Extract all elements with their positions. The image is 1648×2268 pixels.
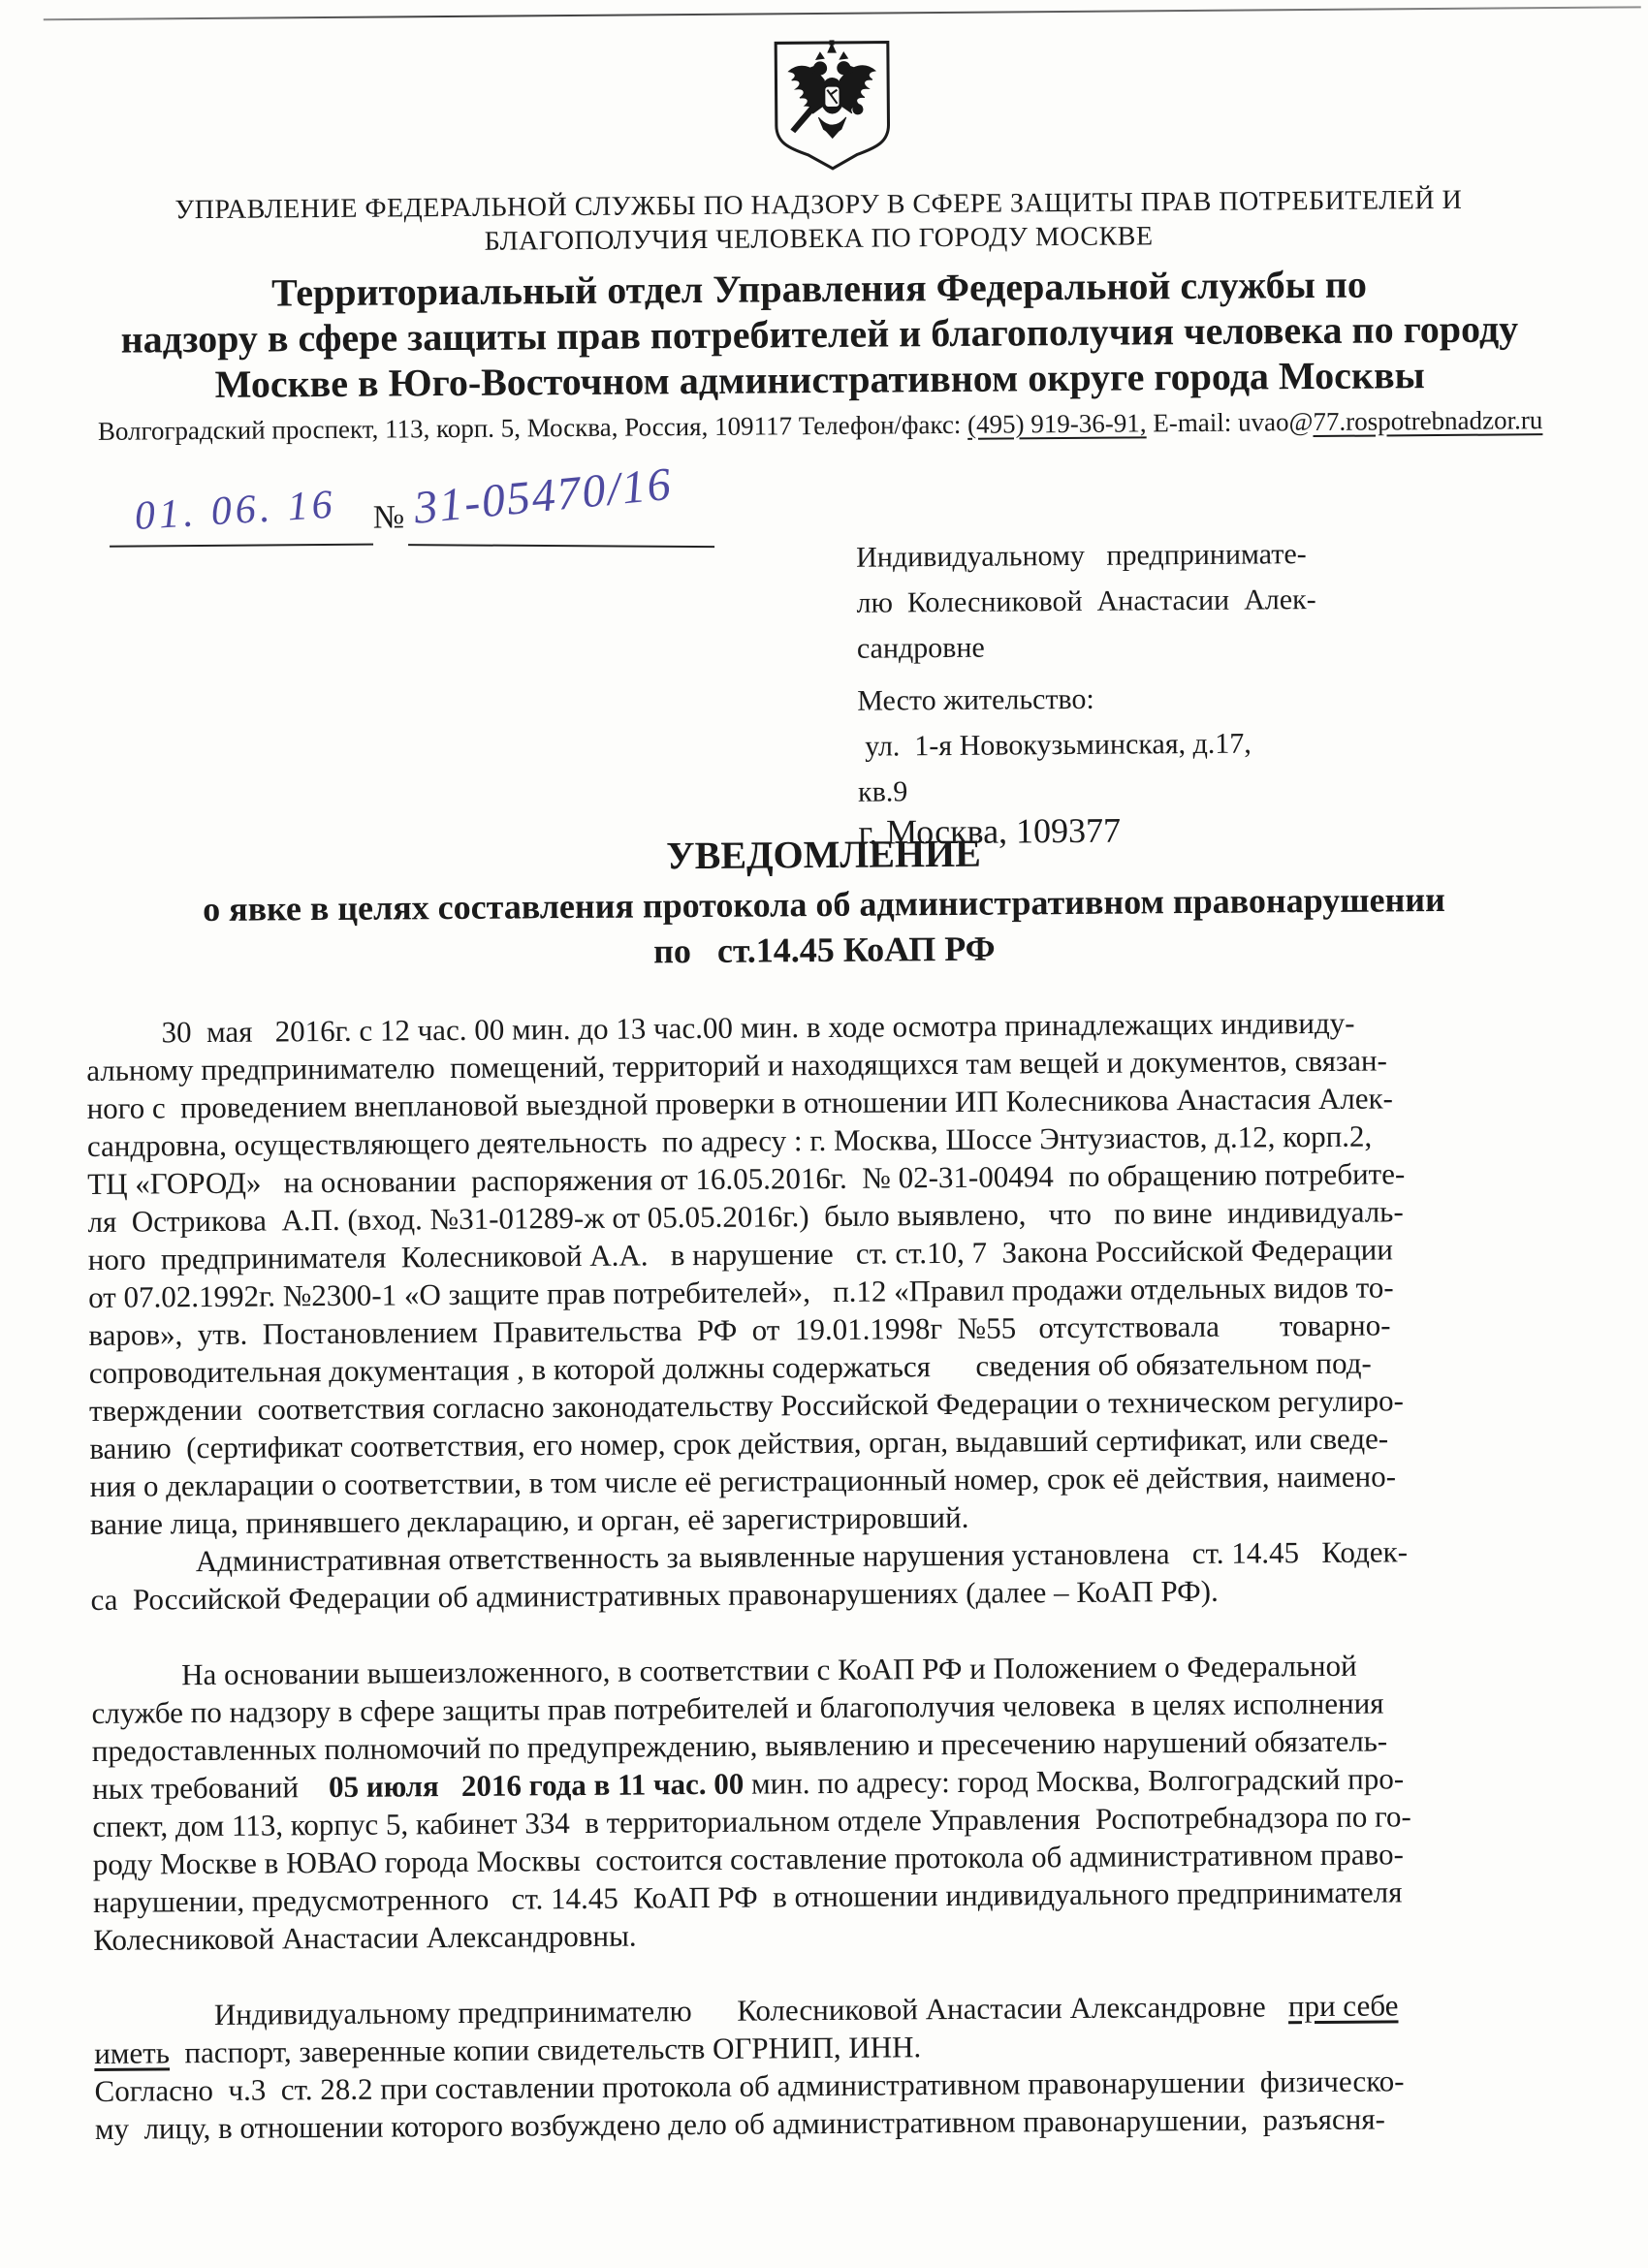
body-segment-1: 30 мая 2016г. с 12 час. 00 мин. до 13 час.00 мин. в ходе осмотра принадлежащих индивиду- альному предпринимателю помещений, территорий и находящихся там вещей и документов, связан- ного с проведением внеплановой выездной проверки в отношении ИП Колесникова Анастасия Алек- сандровна, осуществляющего деятельность по адресу : г. Москва, Шоссе Энтузиастов, д.12, корп.2, ТЦ «ГОРОД» на основании распоряжения от 16.05.2016г. № 02-31-00494 по обращению потребите- ля Острикова А.П. (вход. №31-01289-ж от 05.05.2016г.) было выявлено, что по вине индивидуаль- ного предпринимателя Колесниковой А.А. в нарушение ст. ст.10, 7 Закона Российской Федерации от 07.02.1992г. №2300-1 «О защите прав потребителей», п.12 «Правил продажи отдельных видов то- варов», утв. Постановлением Правительства РФ от 19.01.1998г №55 отсутствовала товарно- сопроводительная документация , в которой должны содержаться сведения об обязательном под- тверждении соответствия согласно законодательству Российской Федерации о техническом регулиро- ванию (сертификат соответствия, его номер, срок действия, орган, выдавший сертификат, или сведе- ния о декларации о соответствии, в том числе её регистрационный номер, срок её действия, наимено- вание лица, принявшего декларацию, и орган, её зарегистрировший. Административная ответственность за выявленные нарушения установлена ст. 14.45 Кодек- са Российской Федерации об административных правонарушениях (далее – КоАП РФ). На основании вышеизложенного, в соответствии с КоАП РФ и Положением о Федеральной службе по надзору в сфере защиты прав потребителей и благополучия человека в целях исполнения предоставленных полномочий по предупреждению, выявлению и пресечению нарушений обязатель- ных требований — [85, 1005, 1409, 1806]
underlined-phrase-pri-sebe: при себе — [1287, 1988, 1399, 2024]
email-label: E-mail: uvao@ — [1146, 407, 1314, 438]
recipient-name-block: Индивидуальному предпринимате- лю Колесниковой Анастасии Алек- сандровне — [856, 538, 1316, 665]
contact-line — [0, 404, 1644, 447]
notice-body-text — [86, 1002, 1613, 2148]
scan-artifact-line — [44, 6, 1641, 20]
numero-sign: № — [372, 499, 405, 536]
recipient-residence-block: Место жительство: ул. 1-я Новокузьминская, д.17, кв.9 — [857, 682, 1252, 808]
notice-title: УВЕДОМЛЕНИЕ — [666, 831, 981, 878]
ref-number-underline — [408, 544, 714, 548]
org-name: УПРАВЛЕНИЕ ФЕДЕРАЛЬНОЙ СЛУЖБЫ ПО НАДЗОРУ В СФЕРЕ ЗАЩИТЫ ПРАВ ПОТРЕБИТЕЛЕЙ И БЛАГОПОЛУЧИЯ ЧЕЛОВЕКА ПО ГОРОДУ МОСКВЕ — [174, 184, 1463, 257]
phone-number: (495) 919-36-91, — [967, 408, 1147, 439]
ref-date-underline — [110, 544, 373, 548]
russian-coat-of-arms-icon — [767, 38, 898, 174]
hearing-datetime: 05 июля 2016 года в 11 час. 00 — [328, 1766, 745, 1805]
ref-number-handwritten: 31-05470/16 — [411, 457, 675, 534]
contact-address: Волгоградский проспект, 113, корп. 5, Москва, Россия, 109117 Телефон/факс: — [97, 409, 968, 446]
dept-title: Территориальный отдел Управления Федеральной службы по надзору в сфере защиты прав потребителей и благополучия человека по городу Москве в Юго-Восточном административном округе города Москвы — [120, 262, 1519, 406]
email-address: 77.rospotrebnadzor.ru — [1313, 405, 1543, 437]
ref-date-handwritten: 01. 06. 16 — [133, 482, 337, 539]
underlined-phrase-imet: иметь — [94, 2035, 171, 2070]
notice-subtitle: о явке в целях составления протокола об административном правонарушении по ст.14.45 КоАП РФ — [202, 879, 1445, 971]
body-segment-2: мин. по адресу: город Москва, Волгоградский про- спект, дом 113, корпус 5, кабинет 334 в территориальном отделе Управления Роспотребнадзора по го- роду Москве в ЮВАО города Москвы состоится составление протокола об административном право- нарушении, предусмотренного ст. 14.45 КоАП РФ в отношении индивидуального предпринимателя Колесниковой Анастасии Александровны. Индивидуальному предпринимателю Колесниковой Анастасии Александровне — [92, 1761, 1411, 2032]
recipient-city-line: г. Москва, 109377 — [858, 810, 1122, 852]
body-segment-3: паспорт, заверенные копии свидетельств ОГРНИП, ИНН. Согласно ч.3 ст. 28.2 при составлении протокола об административном правонарушении физическо- му лицу, в отношении которого возбуждено дело об административном правонарушении, разъясня- — [94, 2030, 1405, 2146]
